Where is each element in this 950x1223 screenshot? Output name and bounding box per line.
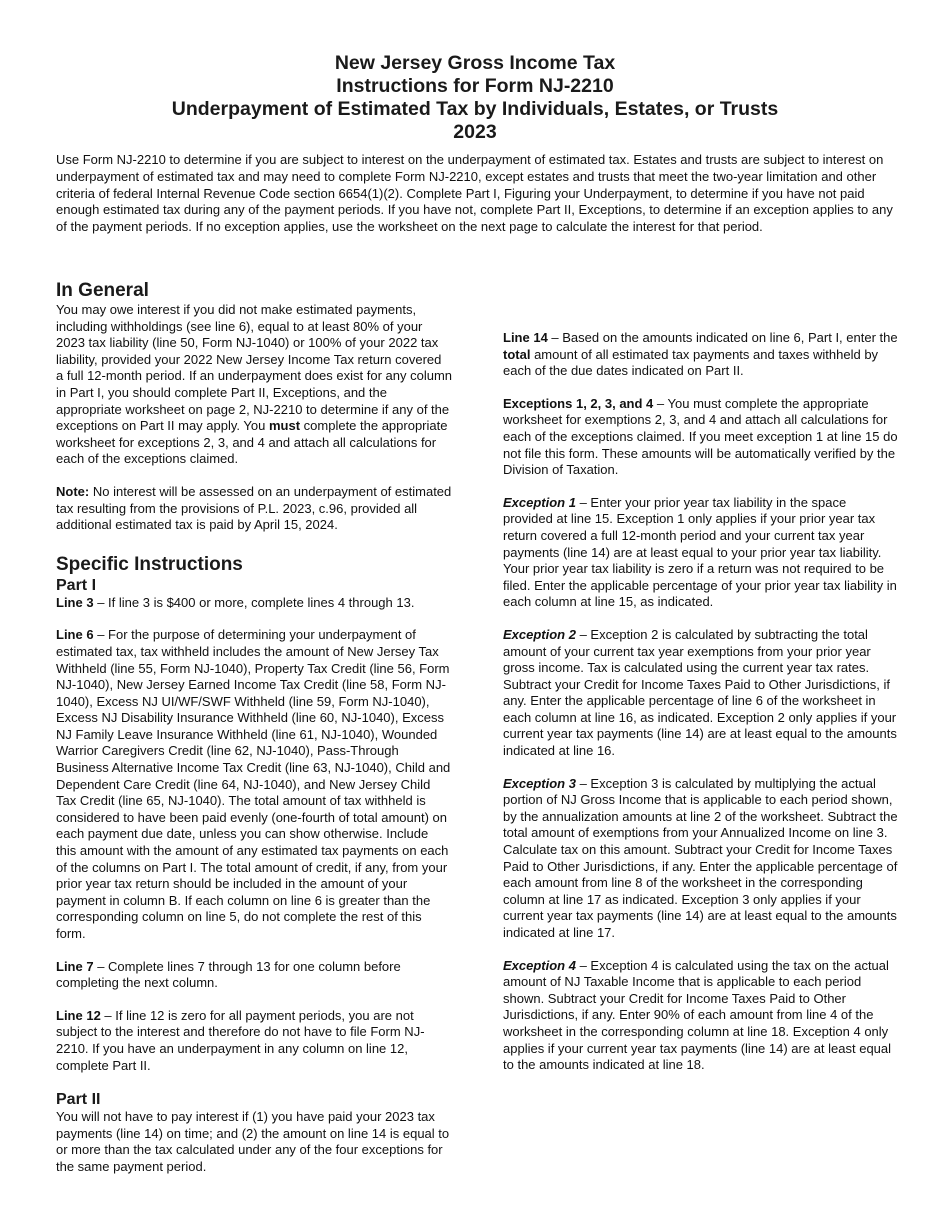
part-1-heading: Part I bbox=[56, 576, 97, 594]
in-general-heading: In General bbox=[56, 280, 149, 301]
title-line-1: New Jersey Gross Income Tax bbox=[334, 52, 616, 74]
line-14-instruction: Line 14 – Based on the amounts indicated on line 6, Part I, enter the total amount of all estimated tax payments and taxes withheld by each of the due dates indicated on Part II. bbox=[503, 330, 898, 379]
left-column bbox=[56, 280, 452, 1176]
line-6-instruction: Line 6 – For the purpose of determining your underpayment of estimated tax, tax withheld includes the amount of New Jersey Tax Withheld (line 55, Form NJ-1040), Property Tax Credit (line 56, Form NJ-1040), New Jersey Earned Income Tax Credit (line 58, Form NJ-1040), Excess NJ UI/WF/SWF Withheld (line 59, Form NJ-1040), Excess NJ Disability Insurance Withheld (line 60, NJ-1040), Excess NJ Family Leave Insurance Withheld (line 61, NJ-1040), Wounded Warrior Caregivers Credit (line 62, NJ-1040), Pass-Through Business Alternative Income Tax Credit (line 63, NJ-1040), Child and Dependent Care Credit (line 64, NJ-1040), and New Jersey Child Tax Credit (line 65, NJ-1040). The total amount of tax withheld is considered to have been paid evenly (one-fourth of total amount) on each payment due date, unless you can show otherwise. Include this amount with the amount of any estimated tax payments on each of the columns on Part I. The total amount of credit, if any, from your prior year tax return should be included in the amount of your payment in column B. If each column on line 6 is greater than the corresponding column on line 5, do not complete the rest of this form. bbox=[56, 627, 451, 941]
exception-2-instruction: Exception 2 – Exception 2 is calculated by subtracting the total amount of your current tax year exemptions from your prior year gross income. Tax is calculated using the current year tax rates. Subtract your Credit for Income Taxes Paid to Other Jurisdictions, if any. Enter the applicable percentage of line 6 of the worksheet in each column at line 16, as indicated. Exception 2 only applies if your current year tax payments (line 14) are at least equal to the amounts indicated at line 16. bbox=[503, 626, 897, 759]
right-column bbox=[503, 280, 898, 1074]
exception-1-instruction: Exception 1 – Enter your prior year tax liability in the space provided at line 15. Exception 1 only applies if your prior year tax return covered a full 12-month period and your current tax year payments (line 14) are at least equal to your prior year tax liability. Your prior year tax liability is zero if a return was not required to be filed. Enter the applicable percentage of your prior year tax liability in each column at line 15, as indicated. bbox=[503, 494, 897, 610]
in-general-paragraph: You may owe interest if you did not make estimated payments, including withholdings (see line 6), equal to at least 80% of your 2023 tax liability (line 50, Form NJ-1040) or 100% of your 2022 tax liability, provided your 2022 New Jersey Income Tax return covered a full 12-month period. If an underpayment does exist for any column in Part I, you should complete Part II, Exceptions, and the appropriate worksheet on page 2, NJ-2210 to determine if any of the exceptions on Part II may apply. You must complete the appropriate worksheet for exceptions 2, 3, and 4 and attach all calculations for each of the exceptions claimed. bbox=[56, 302, 452, 467]
line-7-instruction: Line 7 – Complete lines 7 through 13 for one column before completing the next column. bbox=[56, 958, 401, 991]
exception-3-instruction: Exception 3 – Exception 3 is calculated by multiplying the actual portion of NJ Gross Income that is applicable to each period shown, by the annualization amounts at line 2 of the worksheet. Subtract the total amount of exemptions from your Annualized Income on line 3. Calculate tax on this amount. Subtract your Credit for Income Taxes Paid to Other Jurisdictions, if any. Enter the applicable percentage of each amount from line 8 of the worksheet in the corresponding column at line 17 as indicated. Exception 3 only applies if your current year tax payments (line 14) are at least equal to the amounts indicated at line 17. bbox=[503, 775, 898, 940]
note-paragraph: Note: No interest will be assessed on an underpayment of estimated tax resulting from the provisions of P.L. 2023, c.96, provided all additional estimated tax is paid by April 15, 2024. bbox=[56, 483, 452, 533]
specific-instructions-heading: Specific Instructions bbox=[56, 553, 243, 575]
document-title-block bbox=[0, 52, 950, 144]
exception-4-instruction: Exception 4 – Exception 4 is calculated using the tax on the actual amount of NJ Taxable Income that is applicable to each period shown. Subtract your Credit for Income Taxes Paid to Other Jurisdictions, if any. Enter 90% of each amount from line 4 of the worksheet in the corresponding column at line 18. Exception 4 only applies if your current year tax payments (line 14) are at least equal to the amounts indicated at line 18. bbox=[503, 957, 892, 1073]
exceptions-all-instruction: Exceptions 1, 2, 3, and 4 – You must complete the appropriate worksheet for exemptions 2, 3, and 4 and attach all calculations for each of the exceptions claimed. If you meet exception 1 at line 15 do not file this form. These amounts will be automatically verified by the Division of Taxation. bbox=[503, 395, 898, 478]
part-2-heading: Part II bbox=[56, 1091, 101, 1109]
line-12-instruction: Line 12 – If line 12 is zero for all payment periods, you are not subject to the interest and therefore do not have to file Form NJ-2210. If you have an underpayment in any column on line 12, complete Part II. bbox=[56, 1007, 425, 1073]
title-line-3: Underpayment of Estimated Tax by Individuals, Estates, or Trusts bbox=[171, 98, 779, 120]
title-line-2: Instructions for Form NJ-2210 bbox=[336, 75, 614, 97]
title-year: 2023 bbox=[453, 121, 497, 143]
intro-paragraph: Use Form NJ-2210 to determine if you are subject to interest on the underpayment of estimated tax. Estates and trusts are subject to interest on underpayment of estimated tax and may need to complete Form NJ-2210, except estates and trusts that meet the two-year limitation and other criteria of federal Internal Revenue Code section 6654(1)(2). Complete Part I, Figuring your Underpayment, to determine if you have not paid enough estimated tax during any of the payment periods. If you have not, complete Part II, Exceptions, to determine if an exception applies to any of the payment periods. If no exception applies, use the worksheet on the next page to calculate the interest for that period. bbox=[56, 152, 893, 235]
line-3-instruction: Line 3 – If line 3 is $400 or more, complete lines 4 through 13. bbox=[56, 594, 415, 610]
part-2-paragraph: You will not have to pay interest if (1) you have paid your 2023 tax payments (line 14) on time; and (2) the amount on line 14 is equal to or more than the tax calculated under any of the four exceptions for the same payment period. bbox=[56, 1109, 450, 1174]
